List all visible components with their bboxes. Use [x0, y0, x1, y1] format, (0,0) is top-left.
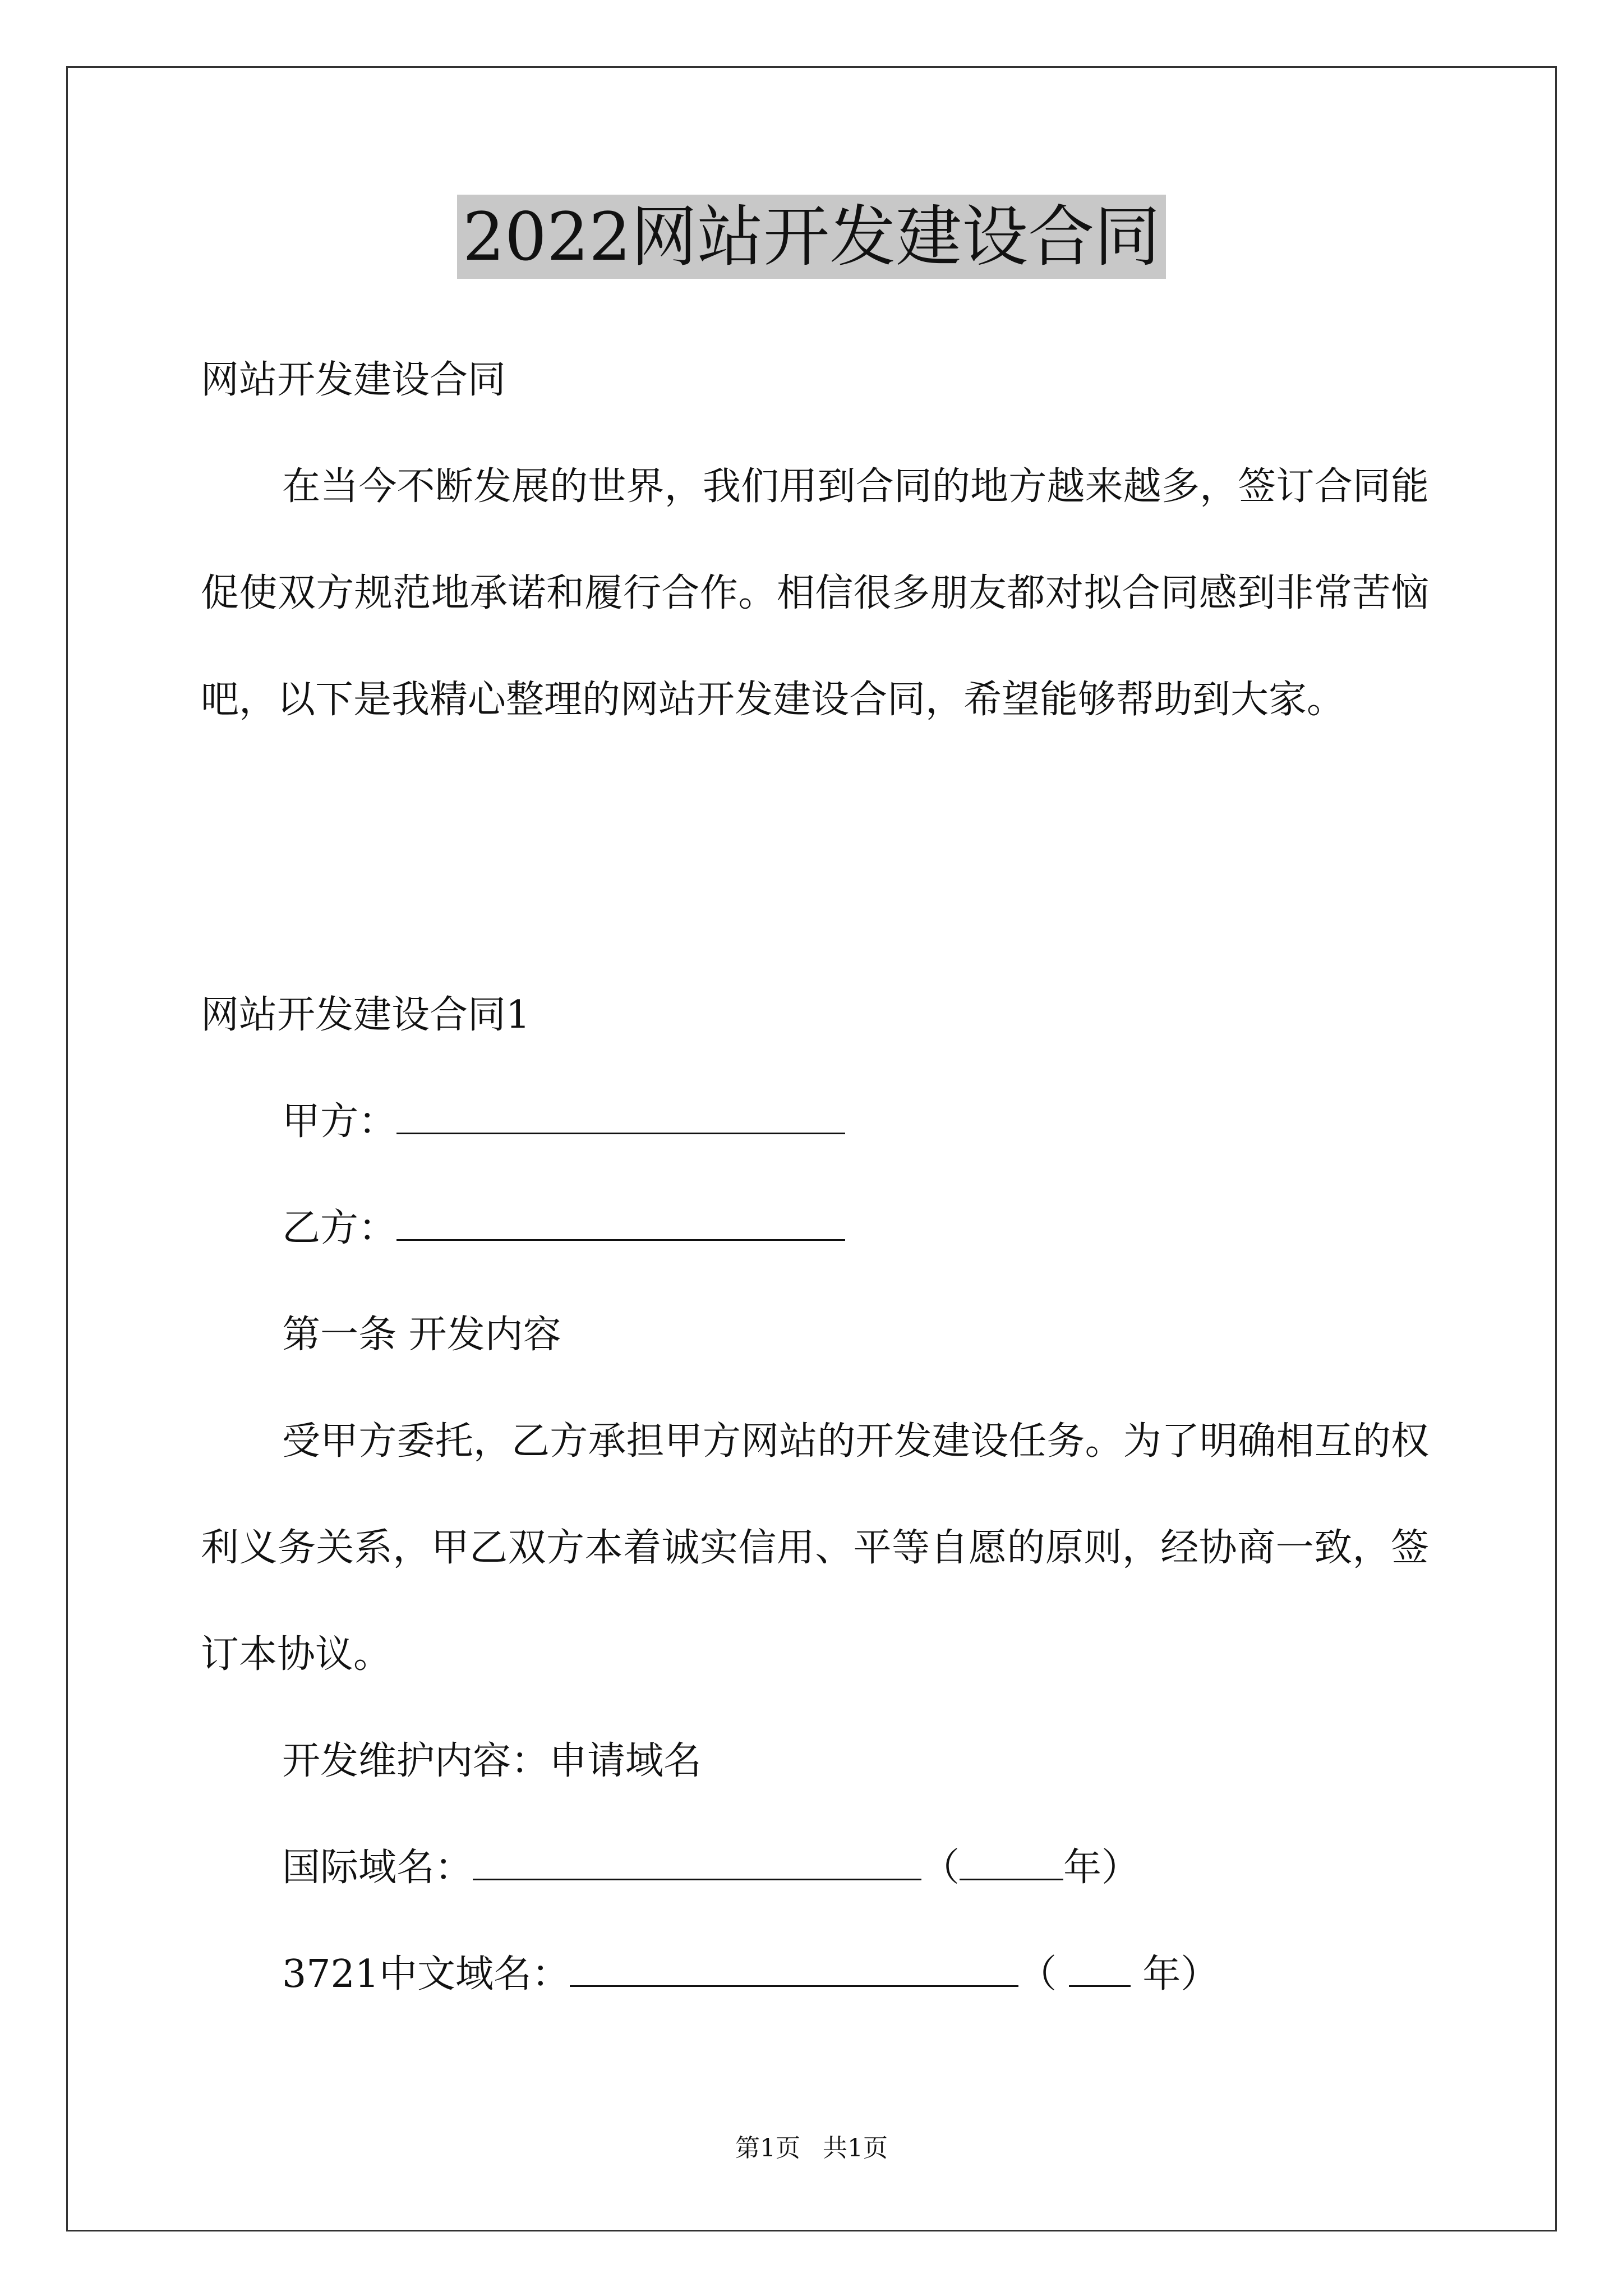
intl-domain-label: 国际域名： — [282, 1846, 473, 1890]
party-a-label: 甲方： — [282, 1099, 397, 1144]
subtitle: 网站开发建设合同 — [201, 358, 506, 402]
intro-paragraph: 在当今不断发展的世界，我们用到合同的地方越来越多，签订合同能促使双方规范地承诺和履行合作。相信很多朋友都对拟合同感到非常苦恼吧，以下是我精心整理的网站开发建设合同，希望能够帮助到大家。 — [201, 464, 1429, 722]
intl-domain-year-open: （ — [921, 1846, 960, 1890]
intl-domain-line — [282, 1815, 1510, 1921]
maintenance-line: 开发维护内容：申请域名 — [282, 1739, 702, 1783]
party-b-label: 乙方： — [282, 1206, 397, 1250]
party-b-line — [282, 1175, 1510, 1282]
page-footer — [0, 2132, 1623, 2165]
intl-domain-year-blank[interactable] — [960, 1847, 1063, 1880]
article1-body: 受甲方委托，乙方承担甲方网站的开发建设任务。为了明确相互的权利义务关系，甲乙双方本着诚实信用、平等自愿的原则，经协商一致，签订本协议。 — [201, 1419, 1429, 1677]
cn-domain-year-close: 年） — [1130, 1952, 1219, 1996]
document-title-text: 2022网站开发建设合同 — [457, 195, 1166, 279]
intl-domain-blank[interactable] — [473, 1847, 921, 1880]
cn-domain-label: 3721中文域名： — [282, 1952, 570, 1996]
party-a-blank[interactable] — [396, 1101, 845, 1134]
cn-domain-year-open: （ — [1018, 1952, 1069, 1996]
party-a-line — [282, 1069, 1510, 1175]
cn-domain-year-blank[interactable] — [1069, 1954, 1131, 1987]
contract-heading: 网站开发建设合同1 — [201, 993, 531, 1037]
party-b-blank[interactable] — [396, 1208, 845, 1241]
cn-domain-line — [282, 1921, 1510, 2028]
page-number-current: 第1页 — [735, 2134, 800, 2162]
page-number-total: 共1页 — [823, 2134, 888, 2162]
document-title — [0, 197, 1623, 276]
intl-domain-year-close: 年） — [1063, 1846, 1140, 1890]
article1-heading: 第一条 开发内容 — [282, 1313, 561, 1357]
cn-domain-blank[interactable] — [570, 1954, 1018, 1987]
